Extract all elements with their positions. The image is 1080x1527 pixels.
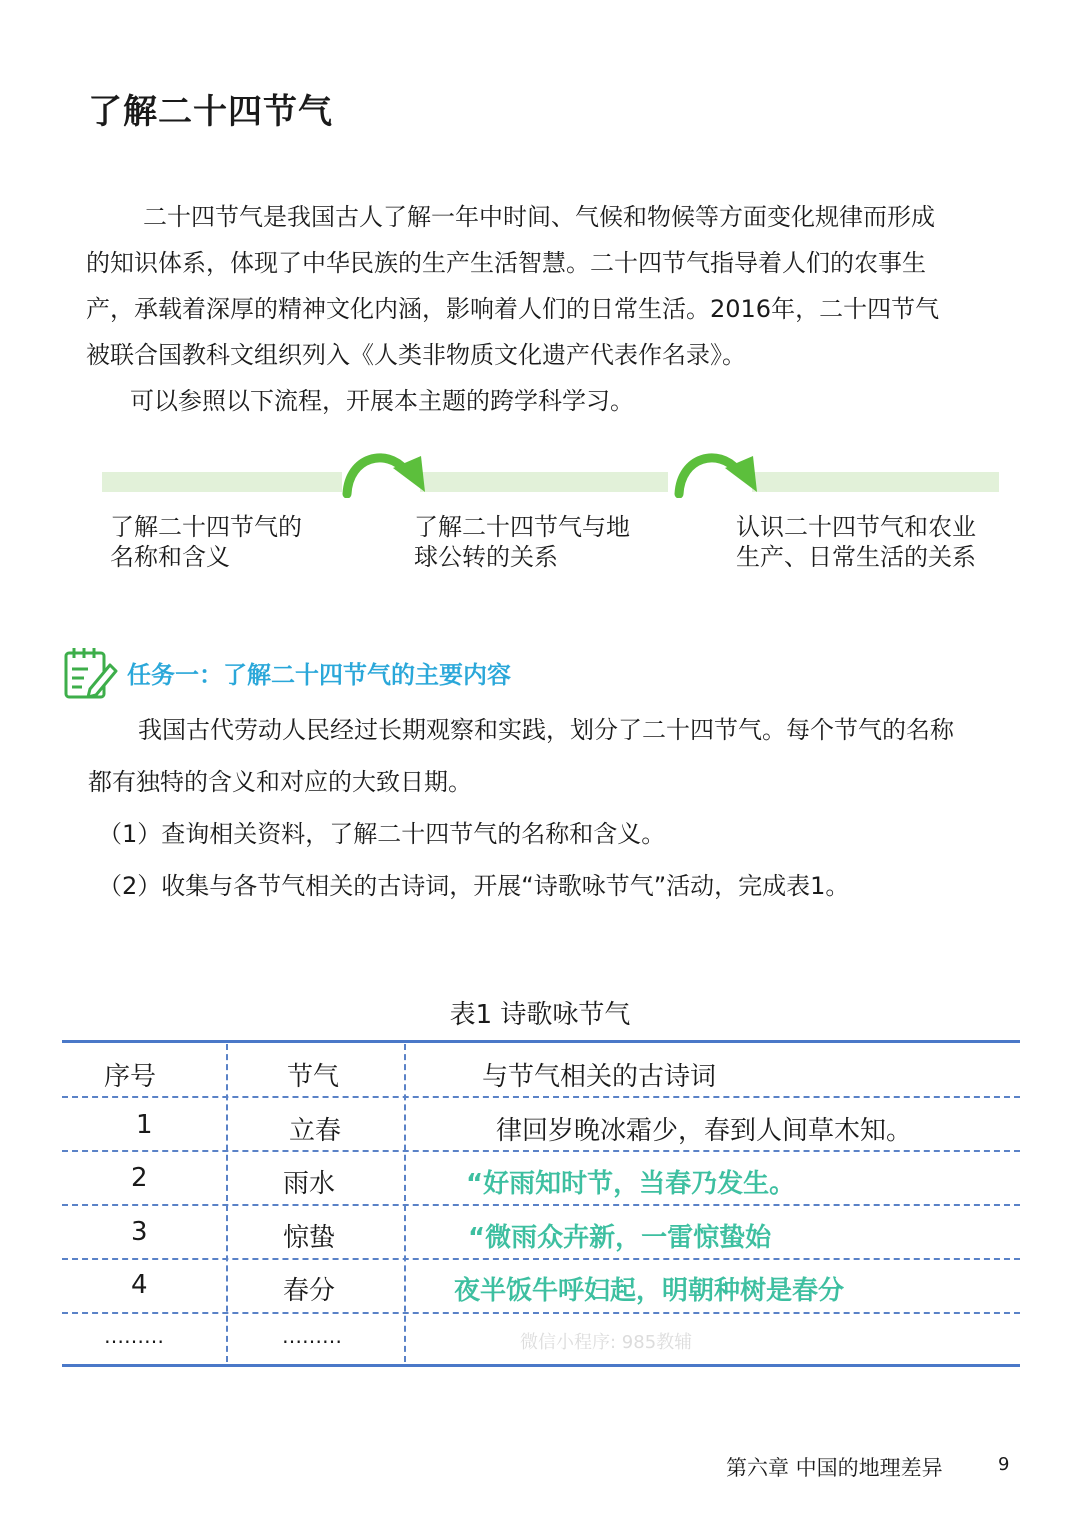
task-notepad-icon (62, 645, 120, 701)
flow-step-2 (414, 512, 630, 572)
row5-term: ……… (282, 1324, 342, 1348)
curved-arrow-icon (335, 442, 430, 498)
page-title: 了解二十四节气 (88, 92, 333, 132)
task-para-line-1: 我国古代劳动人民经过长期观察和实践，划分了二十四节气。每个节气的名称 (138, 716, 954, 744)
flow-bar-3 (752, 472, 999, 492)
flow-step-2-line1: 了解二十四节气与地 (414, 513, 630, 541)
table-top-border (62, 1040, 1020, 1043)
row3-poem: “微雨众卉新，一雷惊蛰始 (468, 1223, 772, 1253)
intro-reference: 可以参照以下流程，开展本主题的跨学科学习。 (130, 387, 634, 415)
page-number: 9 (998, 1454, 1010, 1475)
row-divider (62, 1312, 1020, 1314)
flow-step-2-line2: 球公转的关系 (414, 543, 558, 571)
column-divider (226, 1044, 228, 1362)
flow-bar-1 (102, 472, 342, 492)
task-para-line-2: 都有独特的含义和对应的大致日期。 (88, 768, 472, 796)
row-divider (62, 1150, 1020, 1152)
watermark: 微信小程序: 985教辅 (520, 1332, 693, 1353)
task-item-1: （1）查询相关资料，了解二十四节气的名称和含义。 (98, 820, 666, 848)
row4-term: 春分 (283, 1276, 336, 1306)
row2-no: 2 (131, 1163, 148, 1193)
footer-chapter: 第六章 中国的地理差异 (726, 1456, 943, 1480)
table-title: 表1 诗歌咏节气 (449, 1000, 631, 1030)
intro-line-2: 的知识体系，体现了中华民族的生产生活智慧。二十四节气指导着人们的农事生 (86, 249, 926, 277)
row-divider (62, 1096, 1020, 1098)
row1-poem: 律回岁晚冰霜少，春到人间草木知。 (496, 1116, 913, 1146)
row4-poem: 夜半饭牛呼妇起，明朝种树是春分 (454, 1276, 845, 1306)
row-divider (62, 1204, 1020, 1206)
curved-arrow-icon (667, 442, 762, 498)
flow-step-3 (736, 512, 976, 572)
header-term: 节气 (287, 1062, 340, 1092)
row4-no: 4 (131, 1270, 148, 1300)
row1-no: 1 (136, 1110, 153, 1140)
intro-line-1: 二十四节气是我国古人了解一年中时间、气候和物候等方面变化规律而形成 (143, 203, 935, 231)
intro-line-3: 产，承载着深厚的精神文化内涵，影响着人们的日常生活。2016年，二十四节气 (86, 295, 940, 323)
flow-step-1 (110, 512, 302, 572)
row2-poem: “好雨知时节，当春乃发生。 (466, 1169, 796, 1199)
row-divider (62, 1258, 1020, 1260)
header-no: 序号 (104, 1062, 157, 1092)
row3-term: 惊蛰 (283, 1223, 336, 1253)
table-bottom-border (62, 1364, 1020, 1367)
task-title: 任务一：了解二十四节气的主要内容 (127, 661, 511, 689)
flow-bar-2 (420, 472, 668, 492)
row3-no: 3 (131, 1217, 148, 1247)
intro-line-4: 被联合国教科文组织列入《人类非物质文化遗产代表作名录》。 (86, 341, 746, 369)
flow-step-3-line1: 认识二十四节气和农业 (736, 513, 976, 541)
task-item-2: （2）收集与各节气相关的古诗词，开展“诗歌咏节气”活动，完成表1。 (98, 872, 850, 900)
column-divider (404, 1044, 406, 1362)
flow-step-1-line2: 名称和含义 (110, 543, 230, 571)
flow-step-1-line1: 了解二十四节气的 (110, 513, 302, 541)
row2-term: 雨水 (283, 1169, 336, 1199)
header-poem: 与节气相关的古诗词 (482, 1062, 717, 1092)
row1-term: 立春 (289, 1116, 342, 1146)
flow-step-3-line2: 生产、日常生活的关系 (736, 543, 976, 571)
row5-no: ……… (104, 1324, 164, 1348)
